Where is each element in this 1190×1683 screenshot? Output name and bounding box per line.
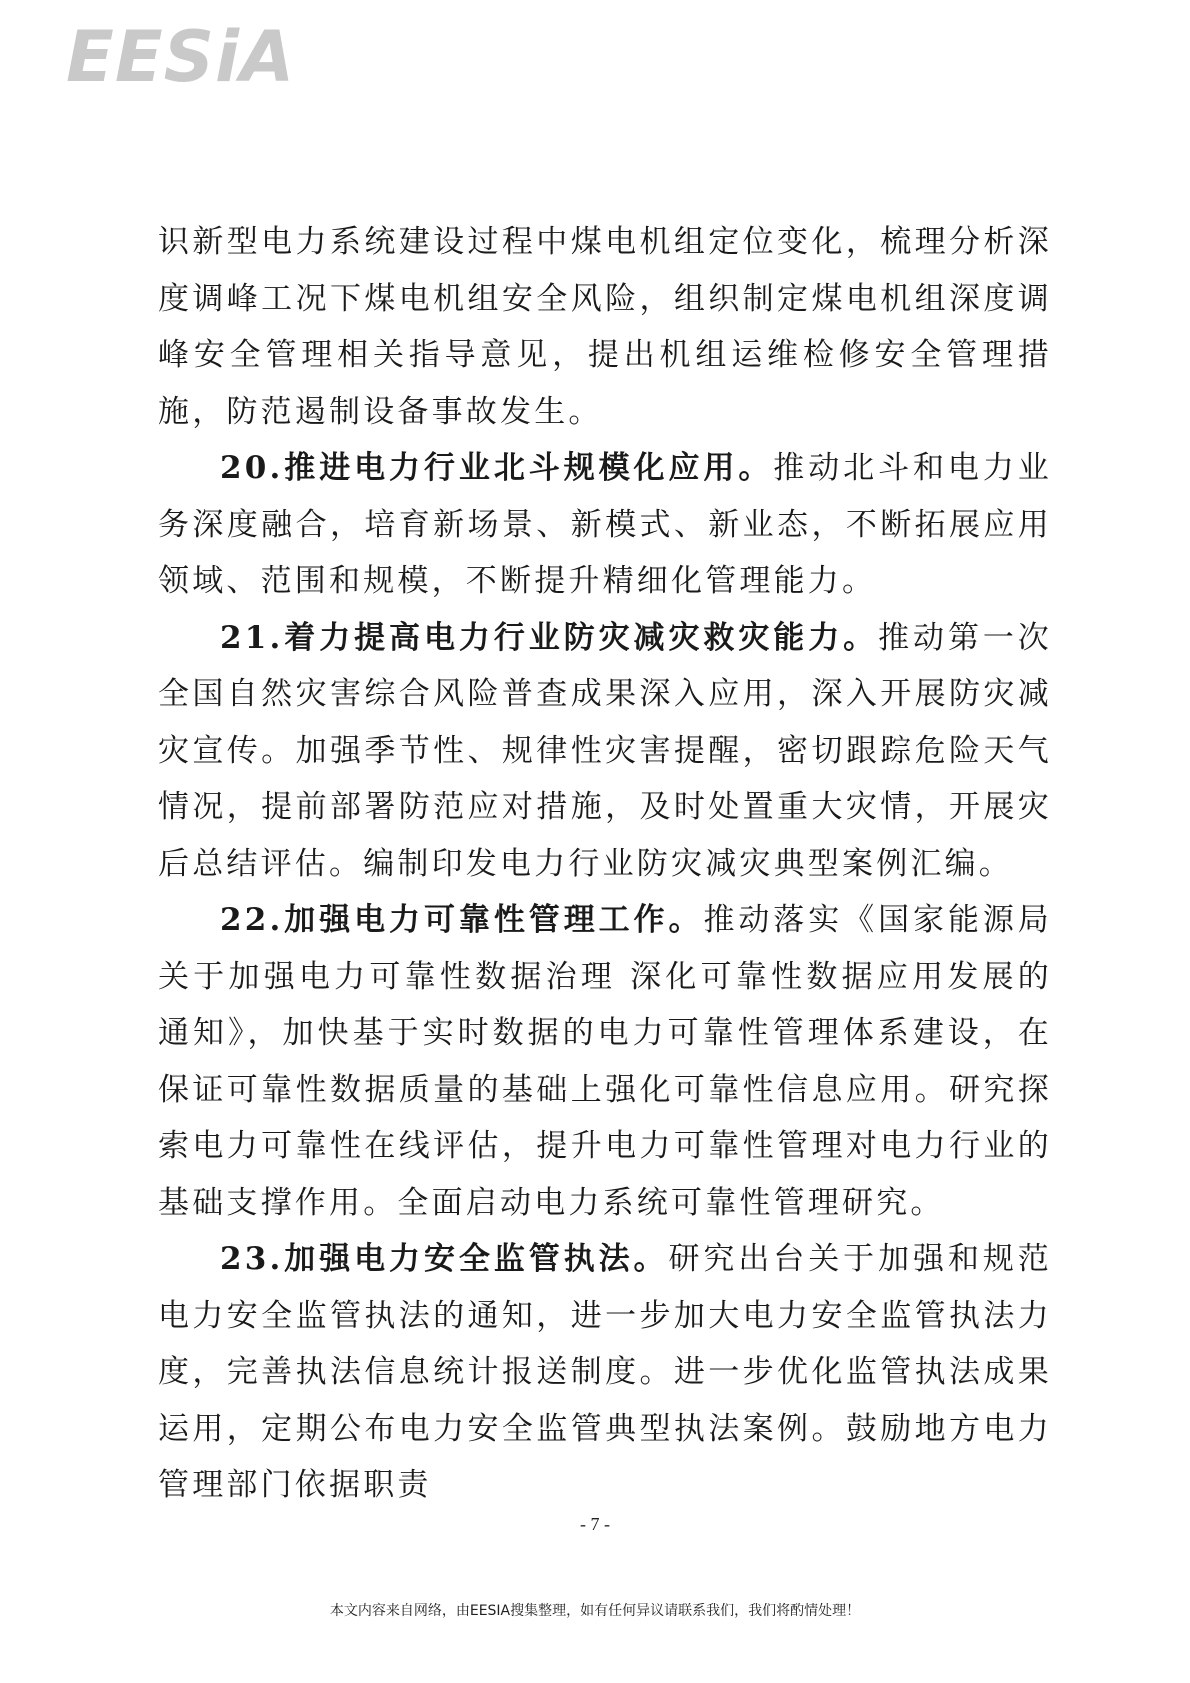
eesia-logo: EESiA	[66, 16, 296, 98]
paragraph-text: 识新型电力系统建设过程中煤电机组定位变化，梳理分析深度调峰工况下煤电机组安全风险，组织制定煤电机组深度调峰安全管理相关指导意见，提出机组运维检修安全管理措施，防范遏制设备事故发生。	[158, 224, 1052, 430]
document-body	[158, 214, 1052, 1514]
paragraph-text: 推动第一次全国自然灾害综合风险普查成果深入应用，深入开展防灾减灾宣传。加强季节性、规律性灾害提醒，密切跟踪危险天气情况，提前部署防范应对措施，及时处置重大灾情，开展灾后总结评估。编制印发电力行业防灾减灾典型案例汇编。	[158, 619, 1052, 882]
paragraph-text: 推动北斗和电力业务深度融合，培育新场景、新模式、新业态，不断拓展应用领域、范围和规模，不断提升精细化管理能力。	[158, 450, 1052, 599]
paragraph-heading: 22.加强电力可靠性管理工作。	[220, 902, 704, 938]
paragraph-item-21	[158, 610, 1052, 893]
paragraph-item-22	[158, 892, 1052, 1231]
paragraph-heading: 21.着力提高电力行业防灾减灾救灾能力。	[220, 619, 879, 656]
paragraph-heading: 23.加强电力安全监管执法。	[220, 1241, 669, 1277]
page-number: - 7 -	[580, 1514, 610, 1534]
paragraph-item-23	[158, 1231, 1052, 1514]
paragraph-item-20	[158, 440, 1052, 610]
paragraph-text: 推动落实《国家能源局关于加强电力可靠性数据治理 深化可靠性数据应用发展的通知》，加快基于实时数据的电力可靠性管理体系建设，在保证可靠性数据质量的基础上强化可靠性信息应用。研究探索电力可靠性在线评估，提升电力可靠性管理对电力行业的基础支撑作用。全面启动电力系统可靠性管理研究。	[158, 902, 1053, 1221]
footer-notice: 本文内容来自网络，由EESIA搜集整理，如有任何异议请联系我们，我们将酌情处理！	[329, 1603, 861, 1619]
paragraph-continuation	[158, 214, 1052, 440]
paragraph-text: 研究出台关于加强和规范电力安全监管执法的通知，进一步加大电力安全监管执法力度，完善执法信息统计报送制度。进一步优化监管执法成果运用，定期公布电力安全监管典型执法案例。鼓励地方电力管理部门依据职责	[158, 1241, 1053, 1503]
paragraph-heading: 20.推进电力行业北斗规模化应用。	[220, 450, 774, 486]
